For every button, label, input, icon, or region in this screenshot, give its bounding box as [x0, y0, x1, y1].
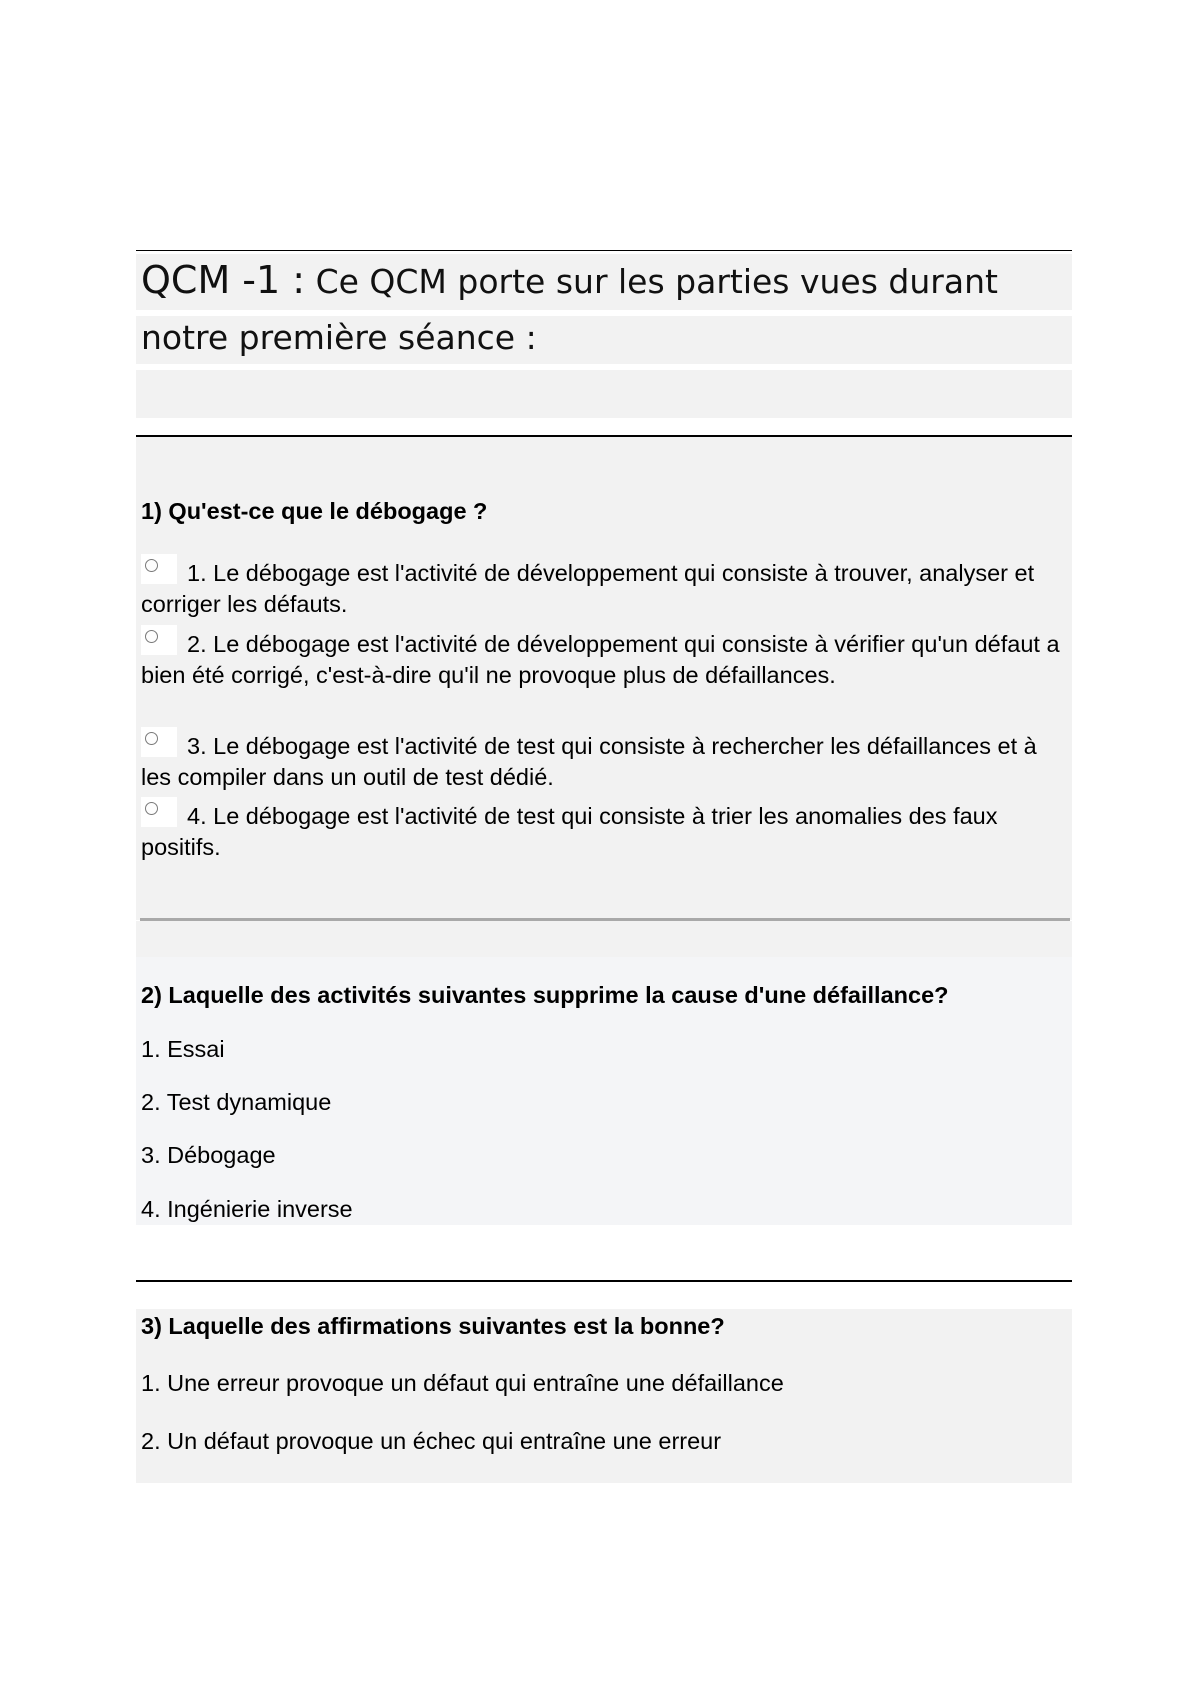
- header-top-rule: [136, 250, 1072, 251]
- page-title: [141, 258, 998, 302]
- section-rule-2: [136, 1280, 1072, 1282]
- q1-option-4-text: 4. Le débogage est l'activité de test qui consiste à trier les anomalies des faux positifs.: [141, 803, 998, 860]
- q1-option-2: [141, 629, 1061, 691]
- q3-option-2: 2. Un défaut provoque un échec qui entraîne une erreur: [141, 1428, 722, 1454]
- radio-circle-icon: [145, 559, 158, 572]
- title-prefix: QCM -1 :: [141, 258, 306, 302]
- q2-option-4: 4. Ingénierie inverse: [141, 1196, 353, 1222]
- q1-option-1: [141, 558, 1061, 620]
- radio-circle-icon: [145, 732, 158, 745]
- q2-option-2: 2. Test dynamique: [141, 1089, 332, 1115]
- page-title-line2: notre première séance :: [141, 318, 537, 357]
- q2-question: 2) Laquelle des activités suivantes supprime la cause d'une défaillance?: [141, 982, 949, 1008]
- q1-option-3-text: 3. Le débogage est l'activité de test qui consiste à rechercher les défaillances et à les compiler dans un outil de test dédié.: [141, 733, 1037, 790]
- q3-question: 3) Laquelle des affirmations suivantes est la bonne?: [141, 1313, 725, 1339]
- title-band-3: [136, 370, 1072, 418]
- q3-option-1: 1. Une erreur provoque un défaut qui entraîne une défaillance: [141, 1370, 784, 1396]
- radio-circle-icon: [145, 630, 158, 643]
- q1-question: 1) Qu'est-ce que le débogage ?: [141, 498, 488, 524]
- q1-option-1-radio[interactable]: [141, 554, 177, 584]
- q1-option-2-radio[interactable]: [141, 625, 177, 655]
- q1-option-4: [141, 801, 1061, 863]
- qcm-document: [136, 0, 1072, 1696]
- title-rest: Ce QCM porte sur les parties vues durant: [305, 262, 998, 301]
- q1-option-3: [141, 731, 1061, 793]
- q1-option-4-radio[interactable]: [141, 797, 177, 827]
- q1-bottom-band: [136, 921, 1072, 957]
- q2-option-1: 1. Essai: [141, 1036, 225, 1062]
- q1-option-2-text: 2. Le débogage est l'activité de développement qui consiste à vérifier qu'un défaut a bien été corrigé, c'est-à-dire qu'il ne provoque plus de défaillances.: [141, 631, 1060, 688]
- q1-option-3-radio[interactable]: [141, 727, 177, 757]
- radio-circle-icon: [145, 802, 158, 815]
- q1-option-1-text: 1. Le débogage est l'activité de développement qui consiste à trouver, analyser et corriger les défauts.: [141, 560, 1035, 617]
- q2-option-3: 3. Débogage: [141, 1142, 276, 1168]
